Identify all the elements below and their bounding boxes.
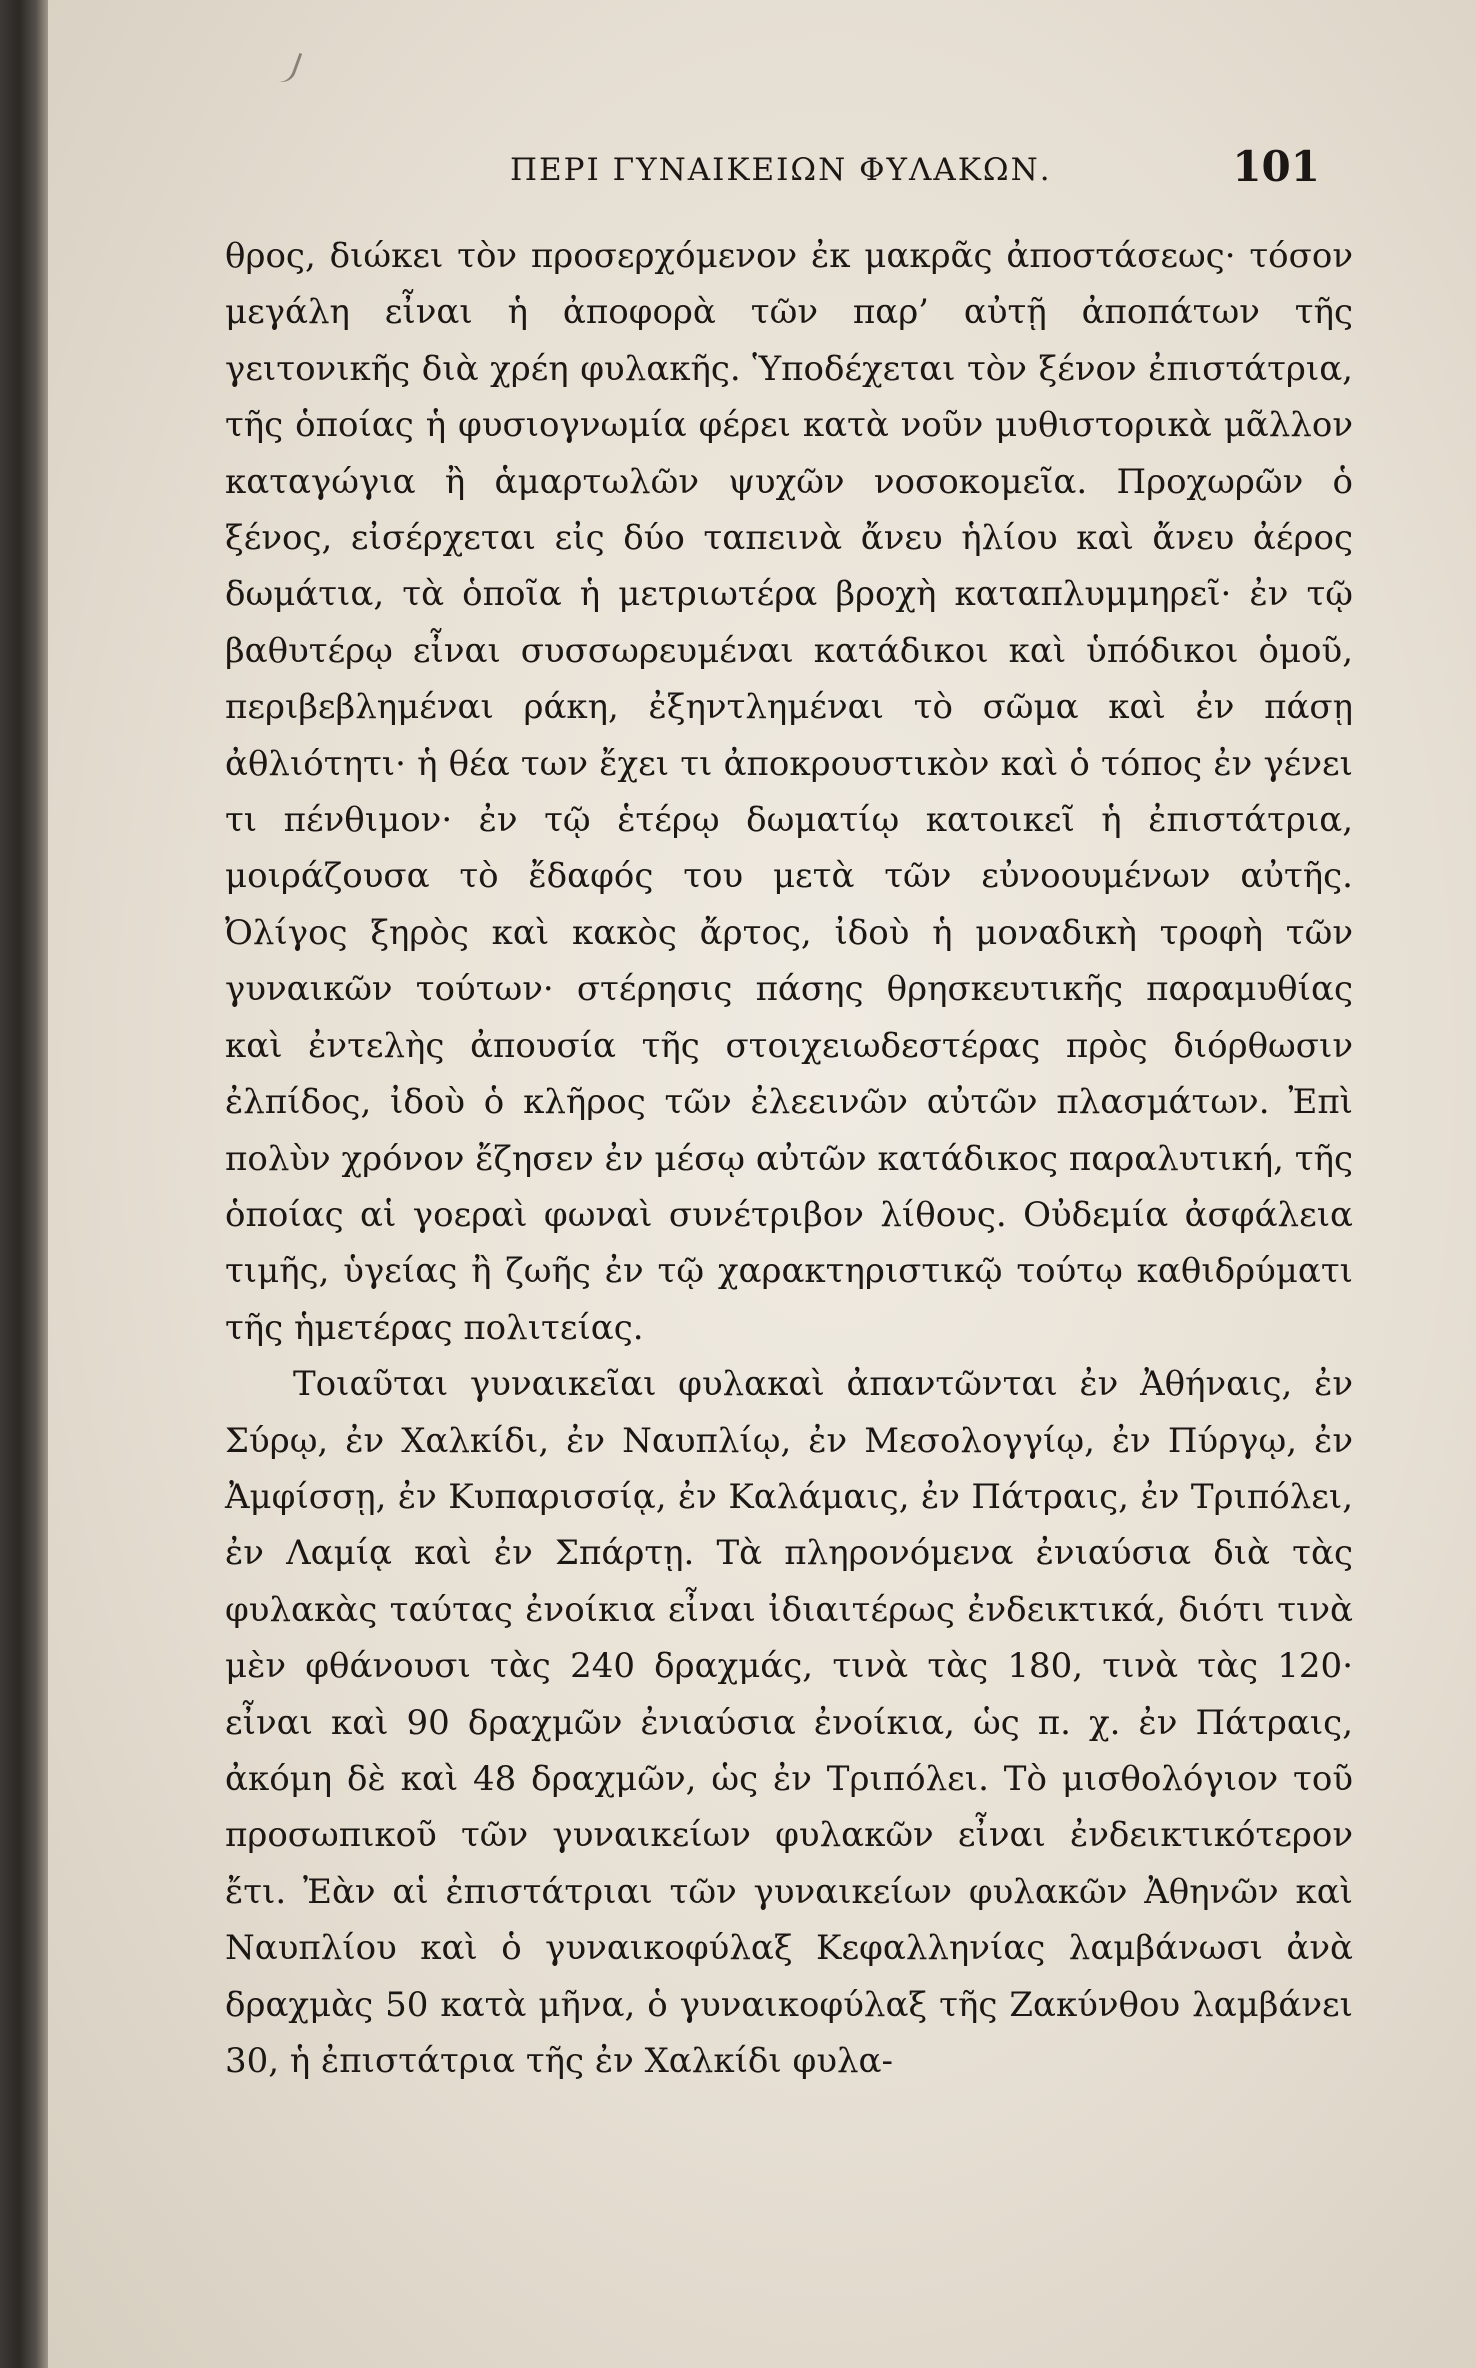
paragraph: θρος, διώκει τὸν προσερχόμενον ἐκ μακρᾶς ἀποστάσεως· τόσον μεγάλη εἶναι ἡ ἀποφορὰ τῶν παρ’ αὐτῇ ἀποπάτων τῆς γειτονικῆς διὰ χρέη φυλακῆς. Ὑποδέχεται τὸν ξένον ἐπιστάτρια, τῆς ὁποίας ἡ φυσιογνωμία φέρει κατὰ νοῦν μυθιστορικὰ μᾶλλον καταγώγια ἢ ἁμαρτωλῶν ψυχῶν νοσοκομεῖα. Προχωρῶν ὁ ξένος, εἰσέρχεται εἰς δύο ταπεινὰ ἄνευ ἡλίου καὶ ἄνευ ἀέρος δωμάτια, τὰ ὁποῖα ἡ μετριωτέρα βροχὴ καταπλυμμηρεῖ· ἐν τῷ βαθυτέρῳ εἶναι συσσωρευμέναι κατάδικοι καὶ ὑπόδικοι ὁμοῦ, περιβεβλημέναι ράκη, ἐξηντλημέναι τὸ σῶμα καὶ ἐν πάσῃ ἀθλιότητι· ἡ θέα των ἔχει τι ἀποκρουστικὸν καὶ ὁ τόπος ἐν γένει τι πένθιμον· ἐν τῷ ἑτέρῳ δωματίῳ κατοικεῖ ἡ ἐπιστάτρια, μοιράζουσα τὸ ἔδαφός του μετὰ τῶν εὐνοουμένων αὐτῆς. Ὀλίγος ξηρὸς καὶ κακὸς ἄρτος, ἰδοὺ ἡ μοναδικὴ τροφὴ τῶν γυναικῶν τούτων· στέρησις πάσης θρησκευτικῆς παραμυθίας καὶ ἐντελὴς ἀπουσία τῆς στοιχειωδεστέρας πρὸς διόρθωσιν ἐλπίδος, ἰδοὺ ὁ κλῆρος τῶν ἐλεεινῶν αὐτῶν πλασμάτων. Ἐπὶ πολὺν χρόνον ἔζησεν ἐν μέσῳ αὐτῶν κατάδικος παραλυτική, τῆς ὁποίας αἱ γοεραὶ φωναὶ συνέτριβον λίθους. Οὐδεμία ἀσφάλεια τιμῆς, ὑγείας ἢ ζωῆς ἐν τῷ χαρακτηριστικῷ τούτῳ καθιδρύματι τῆς ἡμετέρας πολιτείας. [225, 236, 1353, 1348]
paragraph: Τοιαῦται γυναικεῖαι φυλακαὶ ἀπαντῶνται ἐν Ἀθήναις, ἐν Σύρῳ, ἐν Χαλκίδι, ἐν Ναυπλίῳ, ἐν Μεσολογγίῳ, ἐν Πύργῳ, ἐν Ἀμφίσσῃ, ἐν Κυπαρισσίᾳ, ἐν Καλάμαις, ἐν Πάτραις, ἐν Τριπόλει, ἐν Λαμίᾳ καὶ ἐν Σπάρτῃ. Τὰ πληρονόμενα ἐνιαύσια διὰ τὰς φυλακὰς ταύτας ἐνοίκια εἶναι ἰδιαιτέρως ἐνδεικτικά, διότι τινὰ μὲν φθάνουσι τὰς 240 δραχμάς, τινὰ τὰς 180, τινὰ τὰς 120· εἶναι καὶ 90 δραχμῶν ἐνιαύσια ἐνοίκια, ὡς π. χ. ἐν Πάτραις, ἀκόμη δὲ καὶ 48 δραχμῶν, ὡς ἐν Τριπόλει. Τὸ μισθολόγιον τοῦ προσωπικοῦ τῶν γυναικείων φυλακῶν εἶναι ἐνδεικτικότερον ἔτι. Ἐὰν αἱ ἐπιστάτριαι τῶν γυναικείων φυλακῶν Ἀθηνῶν καὶ Ναυπλίου καὶ ὁ γυναικοφύλαξ Κεφαλληνίας λαμβάνωσι ἀνὰ δραχμὰς 50 κατὰ μῆνα, ὁ γυναικοφύλαξ τῆς Ζακύνθου λαμβάνει 30, ἡ ἐπιστάτρια τῆς ἐν Χαλκίδι φυλα- [225, 1364, 1353, 2081]
body-text [225, 228, 1353, 2089]
page-header [210, 142, 1320, 202]
running-title: ΠΕΡΙ ΓΥΝΑΙΚΕΙΩΝ ΦΥΛΑΚΩΝ. [510, 152, 1052, 188]
book-page [48, 0, 1476, 2368]
book-gutter-shadow [0, 0, 48, 2368]
page-number: 101 [1232, 142, 1320, 191]
pencil-mark [275, 48, 303, 86]
